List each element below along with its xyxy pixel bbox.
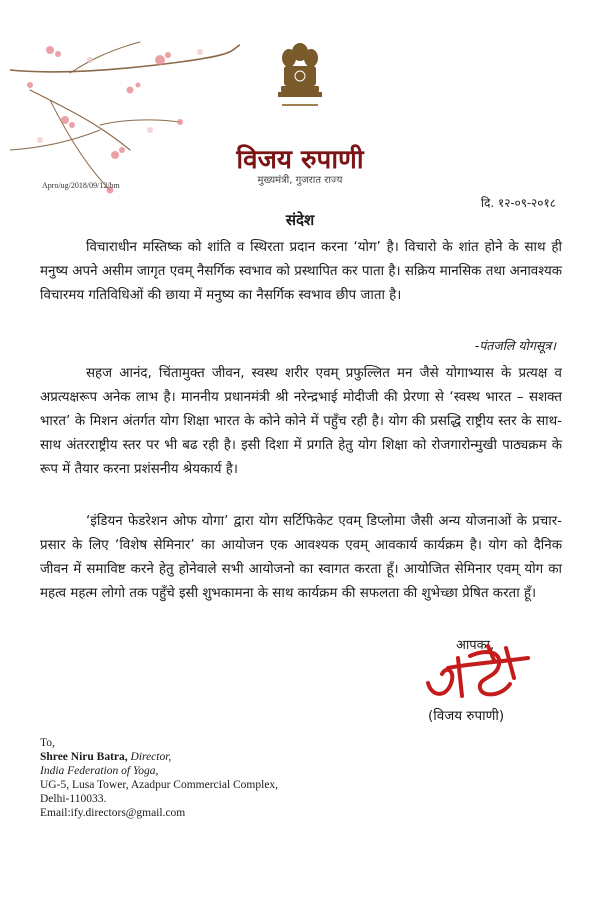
address-street: UG-5, Lusa Tower, Azadpur Commercial Complex, <box>40 779 279 791</box>
reference-number: Apro/ug/2018/09/12/bm <box>42 181 120 190</box>
paragraph-2: सहज आनंद, चिंतामुक्त जीवन, स्वस्थ शरीर एवम् प्रफुल्लित मन जैसे योगाभ्यास के प्रत्यक्ष व अप्रत्यक्षरूप अनेक लाभ है। माननीय प्रधानमंत्री श्री नरेन्द्रभाई मोदीजी की प्रेरणा से ‘स्वस्थ भारत – सशक्त भारत’ के मिशन अंतर्गत योग शिक्षा भारत के कोने कोने में पहुँच रही है। योग की प्रसद्धि राष्ट्रीय स्तर के साथ-साथ अंतरराष्ट्रीय स्तर पर भी बढ रही है। इसी दिशा में प्रगति हेतु योग शिक्षा को रोजगारोन्मुखी पाठ्यक्रम के रूप में तैयार करना प्रशंसनीय श्रेयकार्य है। <box>40 366 562 477</box>
state-emblem-icon <box>272 38 328 116</box>
paragraph-1: विचाराधीन मस्तिष्क को शांति व स्थिरता प्रदान करना ‘योग’ है। विचारो के शांत होने के साथ ही मनुष्य अपने असीम जागृत एवम् नैसर्गिक स्वभाव को प्रस्थापित कर पाता है। सक्रिय मानसिक तथा अनावश्यक विचारमय गतिविधिओं की छाया में मनुष्य का नैसर्गिक स्वभाव छीप जाता है। <box>40 240 562 303</box>
closing-salutation: आपका, <box>456 638 495 653</box>
recipient-address <box>40 736 400 820</box>
recipient-organization: India Federation of Yoga, <box>40 765 159 777</box>
letter-date: दि. १२-०९-२०१८ <box>480 196 556 210</box>
handwritten-signature <box>418 638 538 708</box>
address-recipient-line <box>40 750 400 764</box>
signatory-name: (विजय रुपाणी) <box>428 708 505 724</box>
quote-attribution: -पंतजलि योगसूत्र। <box>474 338 556 353</box>
address-to: To, <box>40 737 55 749</box>
address-email: Email:ify.directors@gmail.com <box>40 807 186 819</box>
address-city: Delhi-110033. <box>40 793 107 805</box>
letterhead-name: विजय रुपाणी <box>236 145 364 175</box>
message-heading: संदेश <box>285 211 315 229</box>
paragraph-3: ‘इंडियन फेडरेशन ओफ योगा’ द्वारा योग सर्टिफिकेट एवम् डिप्लोमा जैसी अन्य योजनाओं के प्रचार-प्रसार के लिए ‘विशेष सेमिनार’ का आयोजन एक आवश्यक एवम् आवकार्य कार्यक्रम है। योग को दैनिक जीवन में समाविष्ट करने हेतु होनेवाले सभी आयोजनो का स्वागत करता हूँ। आयोजित सेमिनार एवम् योग का महत्व महत्म लोगो तक पहुँचे इसी शुभकामना के साथ कार्यक्रम की सफलता की शुभेच्छा प्रेषित करता हूँ। <box>40 514 562 601</box>
floral-branch-decoration <box>10 30 240 230</box>
recipient-name: Shree Niru Batra, <box>40 751 128 763</box>
letterhead-designation: मुख्यमंत्री, गुजरात राज्य <box>257 175 343 186</box>
recipient-title: Director, <box>127 751 172 763</box>
